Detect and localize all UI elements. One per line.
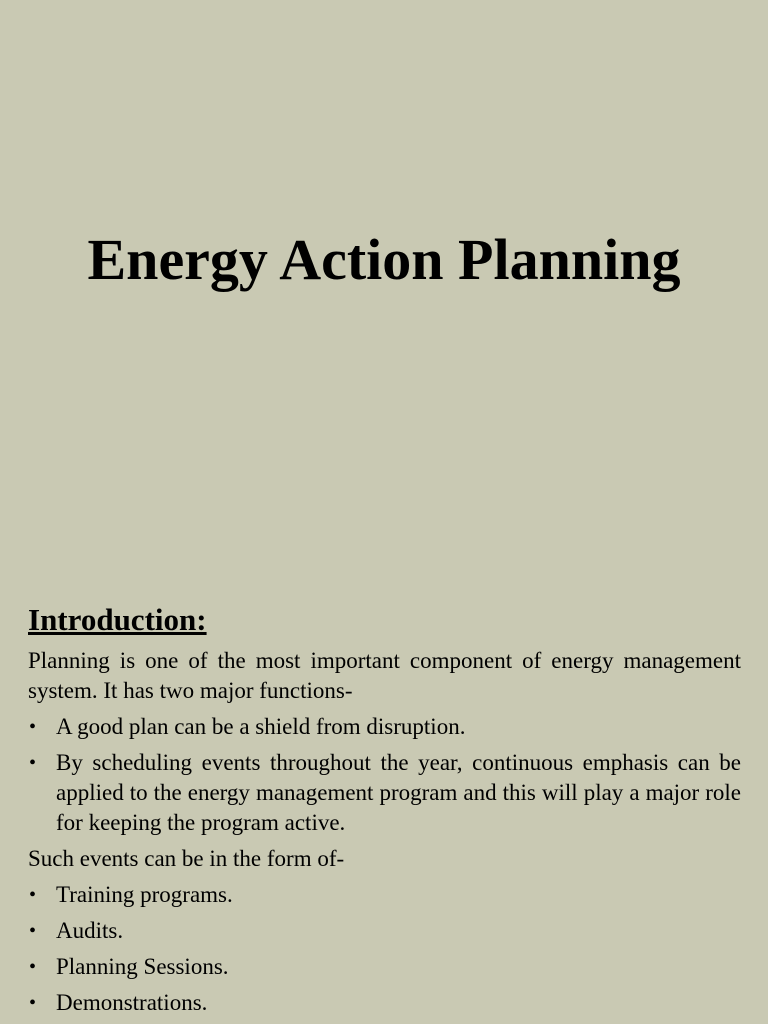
bullet-icon: • xyxy=(29,716,37,738)
bullet-icon: • xyxy=(29,752,37,774)
list-item-text: Planning Sessions. xyxy=(56,954,229,979)
section-heading: Introduction: xyxy=(28,602,207,637)
list-item xyxy=(28,988,741,1018)
bullet-icon: • xyxy=(29,884,37,906)
list-item xyxy=(28,952,741,982)
events-lead: Such events can be in the form of- xyxy=(28,846,345,871)
intro-paragraph: Planning is one of the most important component of energy management system. It has two major functions- xyxy=(28,648,741,703)
list-item-text: A good plan can be a shield from disruption. xyxy=(56,714,466,739)
bullet-icon: • xyxy=(29,920,37,942)
list-item xyxy=(28,748,741,838)
functions-list xyxy=(28,712,741,838)
list-item-text: Audits. xyxy=(56,918,124,943)
bullet-icon: • xyxy=(29,992,37,1014)
slide-body xyxy=(28,600,741,1024)
bullet-icon: • xyxy=(29,956,37,978)
list-item-text: Demonstrations. xyxy=(56,990,208,1015)
list-item-text: Training programs. xyxy=(56,882,233,907)
list-item xyxy=(28,916,741,946)
slide-title: Energy Action Planning xyxy=(87,227,681,292)
list-item xyxy=(28,712,741,742)
events-list xyxy=(28,880,741,1018)
list-item xyxy=(28,880,741,910)
list-item-text: By scheduling events throughout the year, continuous emphasis can be applied to the energy management program and this will play a major role for keeping the program active. xyxy=(56,750,741,835)
